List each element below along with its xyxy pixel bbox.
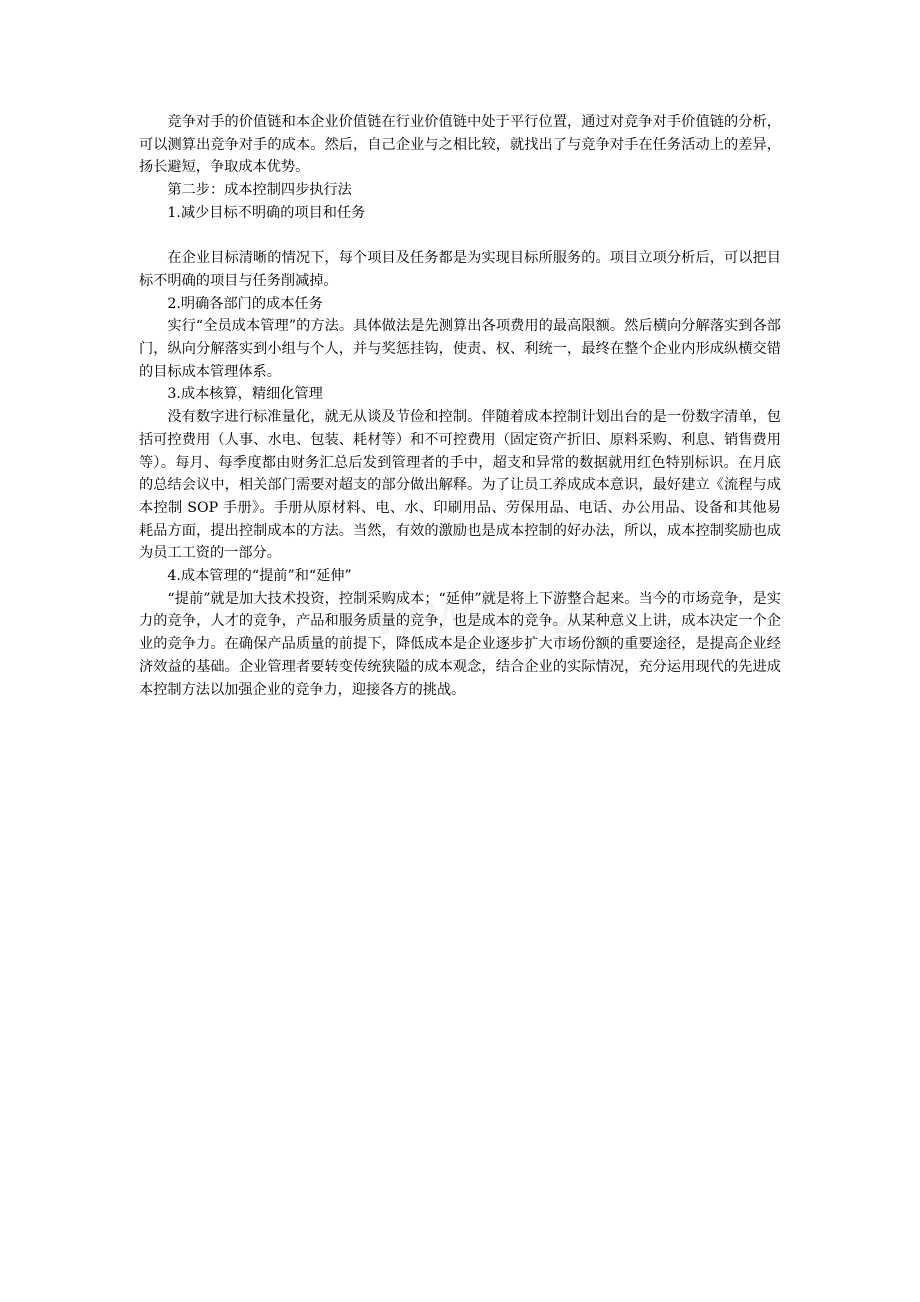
paragraph-department-cost-tasks: 实行“全员成本管理”的方法。具体做法是先测算出各项费用的最高限额。然后横向分解落实到各部门，纵向分解落实到小组与个人，并与奖惩挂钩，使责、权、利统一，最终在整个企业内形成纵横交错的目标成本管理体系。 [139,318,781,380]
subheading-reduce-unclear-projects: 1.减少目标不明确的项目和任务 [167,204,366,221]
section-heading-step-two: 第二步：成本控制四步执行法 [167,182,352,199]
subheading-cost-accounting: 3.成本核算，精细化管理 [167,386,323,403]
subheading-department-cost-tasks: 2.明确各部门的成本任务 [167,295,323,312]
paragraph-value-chain-analysis: 竞争对手的价值链和本企业价值链在行业价值链中处于平行位置，通过对竞争对手价值链的分析，可以测算出竞争对手的成本。然后，自己企业与之相比较，就找出了与竞争对手在任务活动上的差异，扬长避短，争取成本优势。 [139,114,781,176]
subheading-advance-and-extension: 4.成本管理的“提前”和“延伸” [167,568,352,585]
paragraph-advance-and-extension: “提前”就是加大技术投资，控制采购成本；“延伸”就是将上下游整合起来。当今的市场竞争，是实力的竞争，人才的竞争，产品和服务质量的竞争，也是成本的竞争。从某种意义上讲，成本决定一个企业的竞争力。在确保产品质量的前提下，降低成本是企业逐步扩大市场份额的重要途径，是提高企业经济效益的基础。企业管理者要转变传统狭隘的成本观念，结合企业的实际情况，充分运用现代的先进成本控制方法以加强企业的竞争力，迎接各方的挑战。 [139,590,781,698]
paragraph-cost-accounting: 没有数字进行标准量化，就无从谈及节俭和控制。伴随着成本控制计划出台的是一份数字清单，包括可控费用（人事、水电、包装、耗材等）和不可控费用（固定资产折旧、原料采购、利息、销售费用等）。每月、每季度都由财务汇总后发到管理者的手中，超支和异常的数据就用红色特别标识。在月底的总结会议中，相关部门需要对超支的部分做出解释。为了让员工养成成本意识，最好建立《流程与成本控制 SOP 手册》。手册从原材料、电、水、印刷用品、劳保用品、电话、办公用品、设备和其他易耗品方面，提出控制成本的方法。当然，有效的激励也是成本控制的好办法，所以，成本控制奖励也成为员工工资的一部分。 [139,409,781,562]
paragraph-reduce-unclear-projects: 在企业目标清晰的情况下，每个项目及任务都是为实现目标所服务的。项目立项分析后，可以把目标不明确的项目与任务削减掉。 [139,250,781,289]
document-body [139,111,781,701]
